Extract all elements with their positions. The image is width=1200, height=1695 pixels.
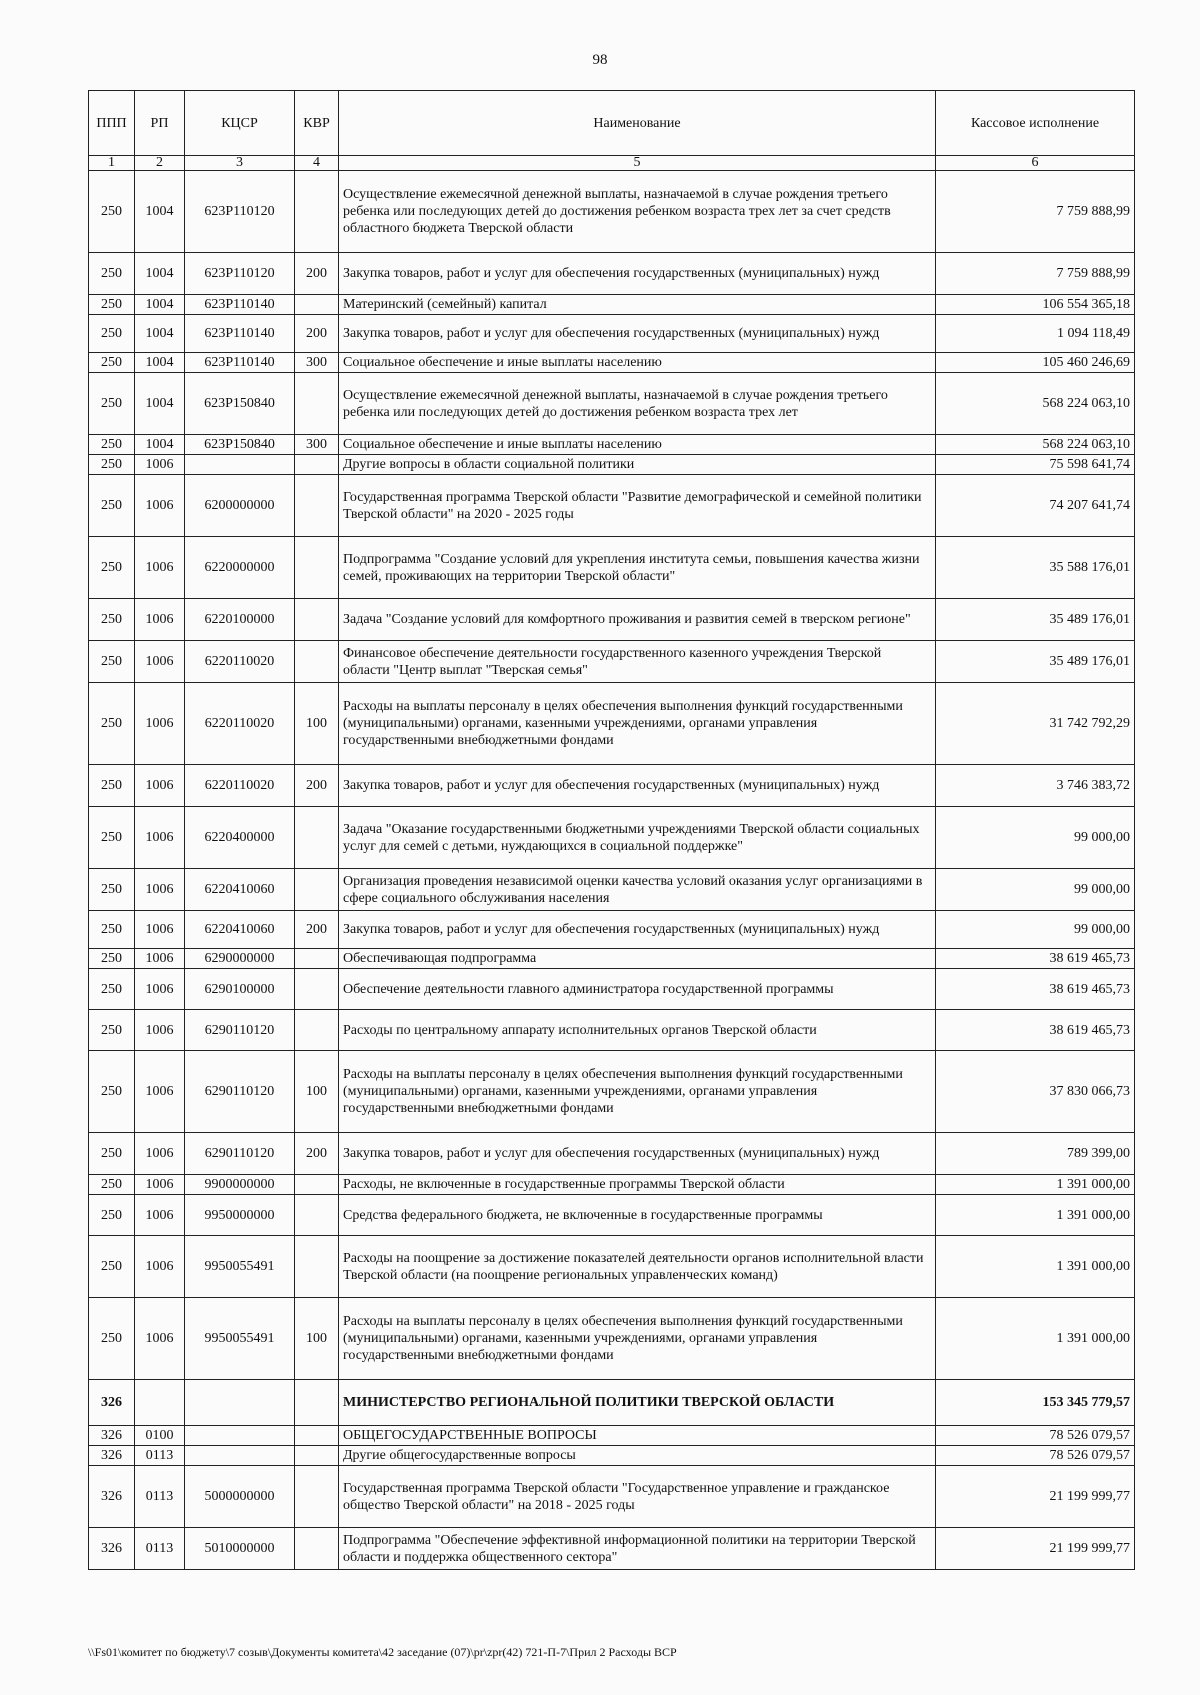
cell-rp: 1006 — [135, 765, 185, 807]
cell-rp: 1004 — [135, 253, 185, 295]
cell-kvr — [295, 373, 339, 435]
table-row — [89, 455, 1135, 475]
cell-ppp: 250 — [89, 455, 135, 475]
cell-name: Закупка товаров, работ и услуг для обеспечения государственных (муниципальных) нужд — [339, 765, 936, 807]
cell-rp: 1006 — [135, 537, 185, 599]
cell-kvr — [295, 1446, 339, 1466]
cell-rp: 1006 — [135, 969, 185, 1010]
table-row — [89, 1380, 1135, 1426]
cell-amount: 31 742 792,29 — [936, 683, 1135, 765]
cell-ppp: 250 — [89, 475, 135, 537]
cell-ppp: 250 — [89, 315, 135, 353]
cell-ppp: 250 — [89, 1298, 135, 1380]
cell-name: Расходы на поощрение за достижение показателей деятельности органов исполнительной власти Тверской области (на поощрение региональных управленческих команд) — [339, 1236, 936, 1298]
cell-kvr: 200 — [295, 253, 339, 295]
cell-kcsr: 5010000000 — [185, 1528, 295, 1570]
file-path-footer: \\Fs01\комитет по бюджету\7 созыв\Документы комитета\42 заседание (07)\pr\zpr(42) 721-П-7\Прил 2 Расходы ВСР — [88, 1645, 677, 1659]
table-row — [89, 1466, 1135, 1528]
cell-kvr — [295, 295, 339, 315]
cell-rp: 1006 — [135, 1195, 185, 1236]
cell-amount: 38 619 465,73 — [936, 969, 1135, 1010]
cell-amount: 568 224 063,10 — [936, 435, 1135, 455]
cell-rp: 0113 — [135, 1466, 185, 1528]
cell-amount: 78 526 079,57 — [936, 1426, 1135, 1446]
cell-kcsr: 6220110020 — [185, 641, 295, 683]
cell-kcsr: 623P110120 — [185, 171, 295, 253]
table-row — [89, 1133, 1135, 1175]
cell-ppp: 250 — [89, 171, 135, 253]
cell-amount: 21 199 999,77 — [936, 1528, 1135, 1570]
col-number: 3 — [185, 156, 295, 171]
cell-rp: 1004 — [135, 171, 185, 253]
table-row — [89, 969, 1135, 1010]
table-row — [89, 295, 1135, 315]
cell-ppp: 326 — [89, 1380, 135, 1426]
cell-amount: 37 830 066,73 — [936, 1051, 1135, 1133]
cell-kvr: 100 — [295, 1298, 339, 1380]
cell-kcsr: 6220400000 — [185, 807, 295, 869]
cell-name: Обеспечение деятельности главного администратора государственной программы — [339, 969, 936, 1010]
cell-amount: 7 759 888,99 — [936, 171, 1135, 253]
cell-kvr — [295, 599, 339, 641]
cell-name: Расходы на выплаты персоналу в целях обеспечения выполнения функций государственными (муниципальными) органами, казенными учреждениями, органами управления государственными внебюджетными фондами — [339, 683, 936, 765]
cell-kvr: 100 — [295, 1051, 339, 1133]
col-header-kvr: КВР — [295, 91, 339, 156]
cell-name: Социальное обеспечение и иные выплаты населению — [339, 435, 936, 455]
cell-name: Закупка товаров, работ и услуг для обеспечения государственных (муниципальных) нужд — [339, 315, 936, 353]
cell-kvr: 200 — [295, 315, 339, 353]
table-row — [89, 911, 1135, 949]
column-number-row — [89, 156, 1135, 171]
cell-amount: 35 489 176,01 — [936, 599, 1135, 641]
cell-kcsr: 6220110020 — [185, 683, 295, 765]
cell-rp: 0113 — [135, 1528, 185, 1570]
cell-kvr — [295, 455, 339, 475]
cell-name: Социальное обеспечение и иные выплаты населению — [339, 353, 936, 373]
col-number: 1 — [89, 156, 135, 171]
cell-ppp: 250 — [89, 807, 135, 869]
cell-kvr — [295, 1466, 339, 1528]
cell-amount: 35 588 176,01 — [936, 537, 1135, 599]
cell-amount: 1 094 118,49 — [936, 315, 1135, 353]
cell-ppp: 250 — [89, 295, 135, 315]
cell-ppp: 250 — [89, 435, 135, 455]
table-row — [89, 171, 1135, 253]
cell-kcsr: 6220110020 — [185, 765, 295, 807]
cell-ppp: 250 — [89, 969, 135, 1010]
cell-kcsr — [185, 1380, 295, 1426]
cell-amount: 75 598 641,74 — [936, 455, 1135, 475]
cell-kcsr: 6220410060 — [185, 911, 295, 949]
cell-amount: 1 391 000,00 — [936, 1236, 1135, 1298]
cell-rp: 1006 — [135, 455, 185, 475]
cell-kcsr: 623P150840 — [185, 373, 295, 435]
cell-name: Материнский (семейный) капитал — [339, 295, 936, 315]
table-row — [89, 599, 1135, 641]
cell-rp: 1006 — [135, 475, 185, 537]
cell-amount: 38 619 465,73 — [936, 949, 1135, 969]
table-row — [89, 315, 1135, 353]
table-row — [89, 1446, 1135, 1466]
table-row — [89, 1175, 1135, 1195]
cell-kcsr: 9900000000 — [185, 1175, 295, 1195]
cell-kvr — [295, 1426, 339, 1446]
cell-kvr: 200 — [295, 765, 339, 807]
cell-rp: 1006 — [135, 683, 185, 765]
cell-kvr — [295, 1528, 339, 1570]
cell-amount: 106 554 365,18 — [936, 295, 1135, 315]
cell-ppp: 250 — [89, 683, 135, 765]
table-row — [89, 253, 1135, 295]
table-row — [89, 1528, 1135, 1570]
col-number: 4 — [295, 156, 339, 171]
cell-kvr: 300 — [295, 353, 339, 373]
cell-name: Закупка товаров, работ и услуг для обеспечения государственных (муниципальных) нужд — [339, 253, 936, 295]
cell-name: Подпрограмма "Создание условий для укрепления института семьи, повышения качества жизни семей, проживающих на территории Тверской области" — [339, 537, 936, 599]
table-row — [89, 435, 1135, 455]
cell-ppp: 326 — [89, 1466, 135, 1528]
cell-ppp: 326 — [89, 1426, 135, 1446]
cell-name: МИНИСТЕРСТВО РЕГИОНАЛЬНОЙ ПОЛИТИКИ ТВЕРСКОЙ ОБЛАСТИ — [339, 1380, 936, 1426]
cell-rp: 1006 — [135, 1236, 185, 1298]
cell-name: Средства федерального бюджета, не включенные в государственные программы — [339, 1195, 936, 1236]
cell-rp: 1006 — [135, 807, 185, 869]
cell-rp: 1006 — [135, 1175, 185, 1195]
cell-amount: 99 000,00 — [936, 869, 1135, 911]
cell-ppp: 250 — [89, 1010, 135, 1051]
cell-kvr — [295, 1380, 339, 1426]
cell-ppp: 250 — [89, 253, 135, 295]
cell-name: Расходы на выплаты персоналу в целях обеспечения выполнения функций государственными (муниципальными) органами, казенными учреждениями, органами управления государственными внебюджетными фондами — [339, 1051, 936, 1133]
cell-name: ОБЩЕГОСУДАРСТВЕННЫЕ ВОПРОСЫ — [339, 1426, 936, 1446]
cell-name: Осуществление ежемесячной денежной выплаты, назначаемой в случае рождения третьего ребенка или последующих детей до достижения ребенком возраста трех лет — [339, 373, 936, 435]
cell-kcsr: 6290110120 — [185, 1051, 295, 1133]
cell-kvr — [295, 171, 339, 253]
col-header-kcsr: КЦСР — [185, 91, 295, 156]
cell-ppp: 250 — [89, 1133, 135, 1175]
col-header-rp: РП — [135, 91, 185, 156]
cell-kvr — [295, 949, 339, 969]
cell-rp: 1004 — [135, 315, 185, 353]
col-header-amount: Кассовое исполнение — [936, 91, 1135, 156]
cell-rp: 1006 — [135, 911, 185, 949]
cell-name: Подпрограмма "Обеспечение эффективной информационной политики на территории Тверской области и поддержка общественного сектора" — [339, 1528, 936, 1570]
cell-ppp: 326 — [89, 1528, 135, 1570]
cell-amount: 99 000,00 — [936, 911, 1135, 949]
cell-kvr — [295, 641, 339, 683]
table-row — [89, 807, 1135, 869]
cell-ppp: 326 — [89, 1446, 135, 1466]
cell-kcsr: 9950000000 — [185, 1195, 295, 1236]
col-header-name: Наименование — [339, 91, 936, 156]
cell-kcsr: 6200000000 — [185, 475, 295, 537]
cell-rp: 1006 — [135, 599, 185, 641]
cell-name: Задача "Создание условий для комфортного проживания и развития семей в тверском регионе" — [339, 599, 936, 641]
cell-kvr: 200 — [295, 1133, 339, 1175]
cell-kcsr: 6290110120 — [185, 1133, 295, 1175]
cell-kcsr: 6290110120 — [185, 1010, 295, 1051]
cell-ppp: 250 — [89, 1195, 135, 1236]
cell-kcsr — [185, 455, 295, 475]
col-header-ppp: ППП — [89, 91, 135, 156]
cell-name: Обеспечивающая подпрограмма — [339, 949, 936, 969]
cell-kcsr: 623P110140 — [185, 353, 295, 373]
cell-rp: 0113 — [135, 1446, 185, 1466]
cell-ppp: 250 — [89, 765, 135, 807]
cell-rp: 0100 — [135, 1426, 185, 1446]
cell-ppp: 250 — [89, 599, 135, 641]
table-row — [89, 1010, 1135, 1051]
cell-kvr — [295, 869, 339, 911]
cell-kvr: 300 — [295, 435, 339, 455]
cell-ppp: 250 — [89, 353, 135, 373]
cell-name: Государственная программа Тверской области "Государственное управление и гражданское общество Тверской области" на 2018 - 2025 годы — [339, 1466, 936, 1528]
cell-kvr: 200 — [295, 911, 339, 949]
cell-rp: 1006 — [135, 1298, 185, 1380]
cell-ppp: 250 — [89, 911, 135, 949]
cell-amount: 35 489 176,01 — [936, 641, 1135, 683]
cell-ppp: 250 — [89, 1236, 135, 1298]
cell-kcsr: 623P110140 — [185, 315, 295, 353]
cell-name: Другие общегосударственные вопросы — [339, 1446, 936, 1466]
cell-kcsr: 6290100000 — [185, 969, 295, 1010]
cell-amount: 1 391 000,00 — [936, 1298, 1135, 1380]
table-row — [89, 1195, 1135, 1236]
cell-name: Задача "Оказание государственными бюджетными учреждениями Тверской области социальных услуг для семей с детьми, нуждающихся в социальной поддержке" — [339, 807, 936, 869]
cell-kvr — [295, 969, 339, 1010]
cell-amount: 1 391 000,00 — [936, 1195, 1135, 1236]
table-row — [89, 1051, 1135, 1133]
cell-amount: 1 391 000,00 — [936, 1175, 1135, 1195]
cell-kcsr: 6290000000 — [185, 949, 295, 969]
cell-rp: 1004 — [135, 435, 185, 455]
budget-table — [88, 90, 1135, 1570]
table-row — [89, 1298, 1135, 1380]
table-row — [89, 475, 1135, 537]
cell-ppp: 250 — [89, 1175, 135, 1195]
cell-kcsr: 623P110140 — [185, 295, 295, 315]
cell-kvr — [295, 537, 339, 599]
cell-rp: 1004 — [135, 295, 185, 315]
cell-name: Закупка товаров, работ и услуг для обеспечения государственных (муниципальных) нужд — [339, 1133, 936, 1175]
cell-amount: 789 399,00 — [936, 1133, 1135, 1175]
cell-kvr: 100 — [295, 683, 339, 765]
cell-rp: 1004 — [135, 353, 185, 373]
table-row — [89, 869, 1135, 911]
cell-ppp: 250 — [89, 949, 135, 969]
cell-name: Расходы по центральному аппарату исполнительных органов Тверской области — [339, 1010, 936, 1051]
cell-kcsr: 623P150840 — [185, 435, 295, 455]
cell-ppp: 250 — [89, 373, 135, 435]
cell-kvr — [295, 1175, 339, 1195]
cell-kcsr: 9950055491 — [185, 1236, 295, 1298]
cell-amount: 99 000,00 — [936, 807, 1135, 869]
table-row — [89, 641, 1135, 683]
cell-name: Другие вопросы в области социальной политики — [339, 455, 936, 475]
col-number: 5 — [339, 156, 936, 171]
cell-kcsr — [185, 1446, 295, 1466]
col-number: 2 — [135, 156, 185, 171]
page-number: 98 — [592, 52, 608, 68]
cell-rp: 1006 — [135, 1133, 185, 1175]
cell-kcsr: 6220410060 — [185, 869, 295, 911]
cell-rp: 1004 — [135, 373, 185, 435]
cell-kcsr: 623P110120 — [185, 253, 295, 295]
cell-amount: 153 345 779,57 — [936, 1380, 1135, 1426]
cell-kvr — [295, 1195, 339, 1236]
cell-kcsr: 9950055491 — [185, 1298, 295, 1380]
cell-kvr — [295, 1010, 339, 1051]
cell-name: Расходы на выплаты персоналу в целях обеспечения выполнения функций государственными (муниципальными) органами, казенными учреждениями, органами управления государственными внебюджетными фондами — [339, 1298, 936, 1380]
cell-name: Финансовое обеспечение деятельности государственного казенного учреждения Тверской области "Центр выплат "Тверская семья" — [339, 641, 936, 683]
cell-amount: 21 199 999,77 — [936, 1466, 1135, 1528]
cell-amount: 3 746 383,72 — [936, 765, 1135, 807]
cell-rp: 1006 — [135, 1010, 185, 1051]
table-row — [89, 1426, 1135, 1446]
table-row — [89, 353, 1135, 373]
cell-kvr — [295, 807, 339, 869]
cell-amount: 568 224 063,10 — [936, 373, 1135, 435]
cell-amount: 7 759 888,99 — [936, 253, 1135, 295]
cell-ppp: 250 — [89, 537, 135, 599]
cell-name: Государственная программа Тверской области "Развитие демографической и семейной политики Тверской области" на 2020 - 2025 годы — [339, 475, 936, 537]
cell-amount: 105 460 246,69 — [936, 353, 1135, 373]
cell-rp — [135, 1380, 185, 1426]
cell-kcsr — [185, 1426, 295, 1446]
col-number: 6 — [936, 156, 1135, 171]
cell-name: Закупка товаров, работ и услуг для обеспечения государственных (муниципальных) нужд — [339, 911, 936, 949]
cell-kvr — [295, 475, 339, 537]
table-row — [89, 683, 1135, 765]
cell-ppp: 250 — [89, 641, 135, 683]
cell-kvr — [295, 1236, 339, 1298]
table-row — [89, 765, 1135, 807]
cell-name: Расходы, не включенные в государственные программы Тверской области — [339, 1175, 936, 1195]
table-row — [89, 949, 1135, 969]
cell-amount: 78 526 079,57 — [936, 1446, 1135, 1466]
cell-name: Организация проведения независимой оценки качества условий оказания услуг организациями в сфере социального обслуживания населения — [339, 869, 936, 911]
cell-kcsr: 5000000000 — [185, 1466, 295, 1528]
cell-amount: 74 207 641,74 — [936, 475, 1135, 537]
cell-rp: 1006 — [135, 949, 185, 969]
cell-amount: 38 619 465,73 — [936, 1010, 1135, 1051]
table-row — [89, 537, 1135, 599]
cell-rp: 1006 — [135, 869, 185, 911]
header-row — [89, 91, 1135, 156]
cell-ppp: 250 — [89, 869, 135, 911]
cell-kcsr: 6220000000 — [185, 537, 295, 599]
cell-rp: 1006 — [135, 1051, 185, 1133]
cell-ppp: 250 — [89, 1051, 135, 1133]
table-row — [89, 1236, 1135, 1298]
table-row — [89, 373, 1135, 435]
cell-name: Осуществление ежемесячной денежной выплаты, назначаемой в случае рождения третьего ребенка или последующих детей до достижения ребенком возраста трех лет за счет средств областного бюджета Тверской области — [339, 171, 936, 253]
cell-rp: 1006 — [135, 641, 185, 683]
cell-kcsr: 6220100000 — [185, 599, 295, 641]
